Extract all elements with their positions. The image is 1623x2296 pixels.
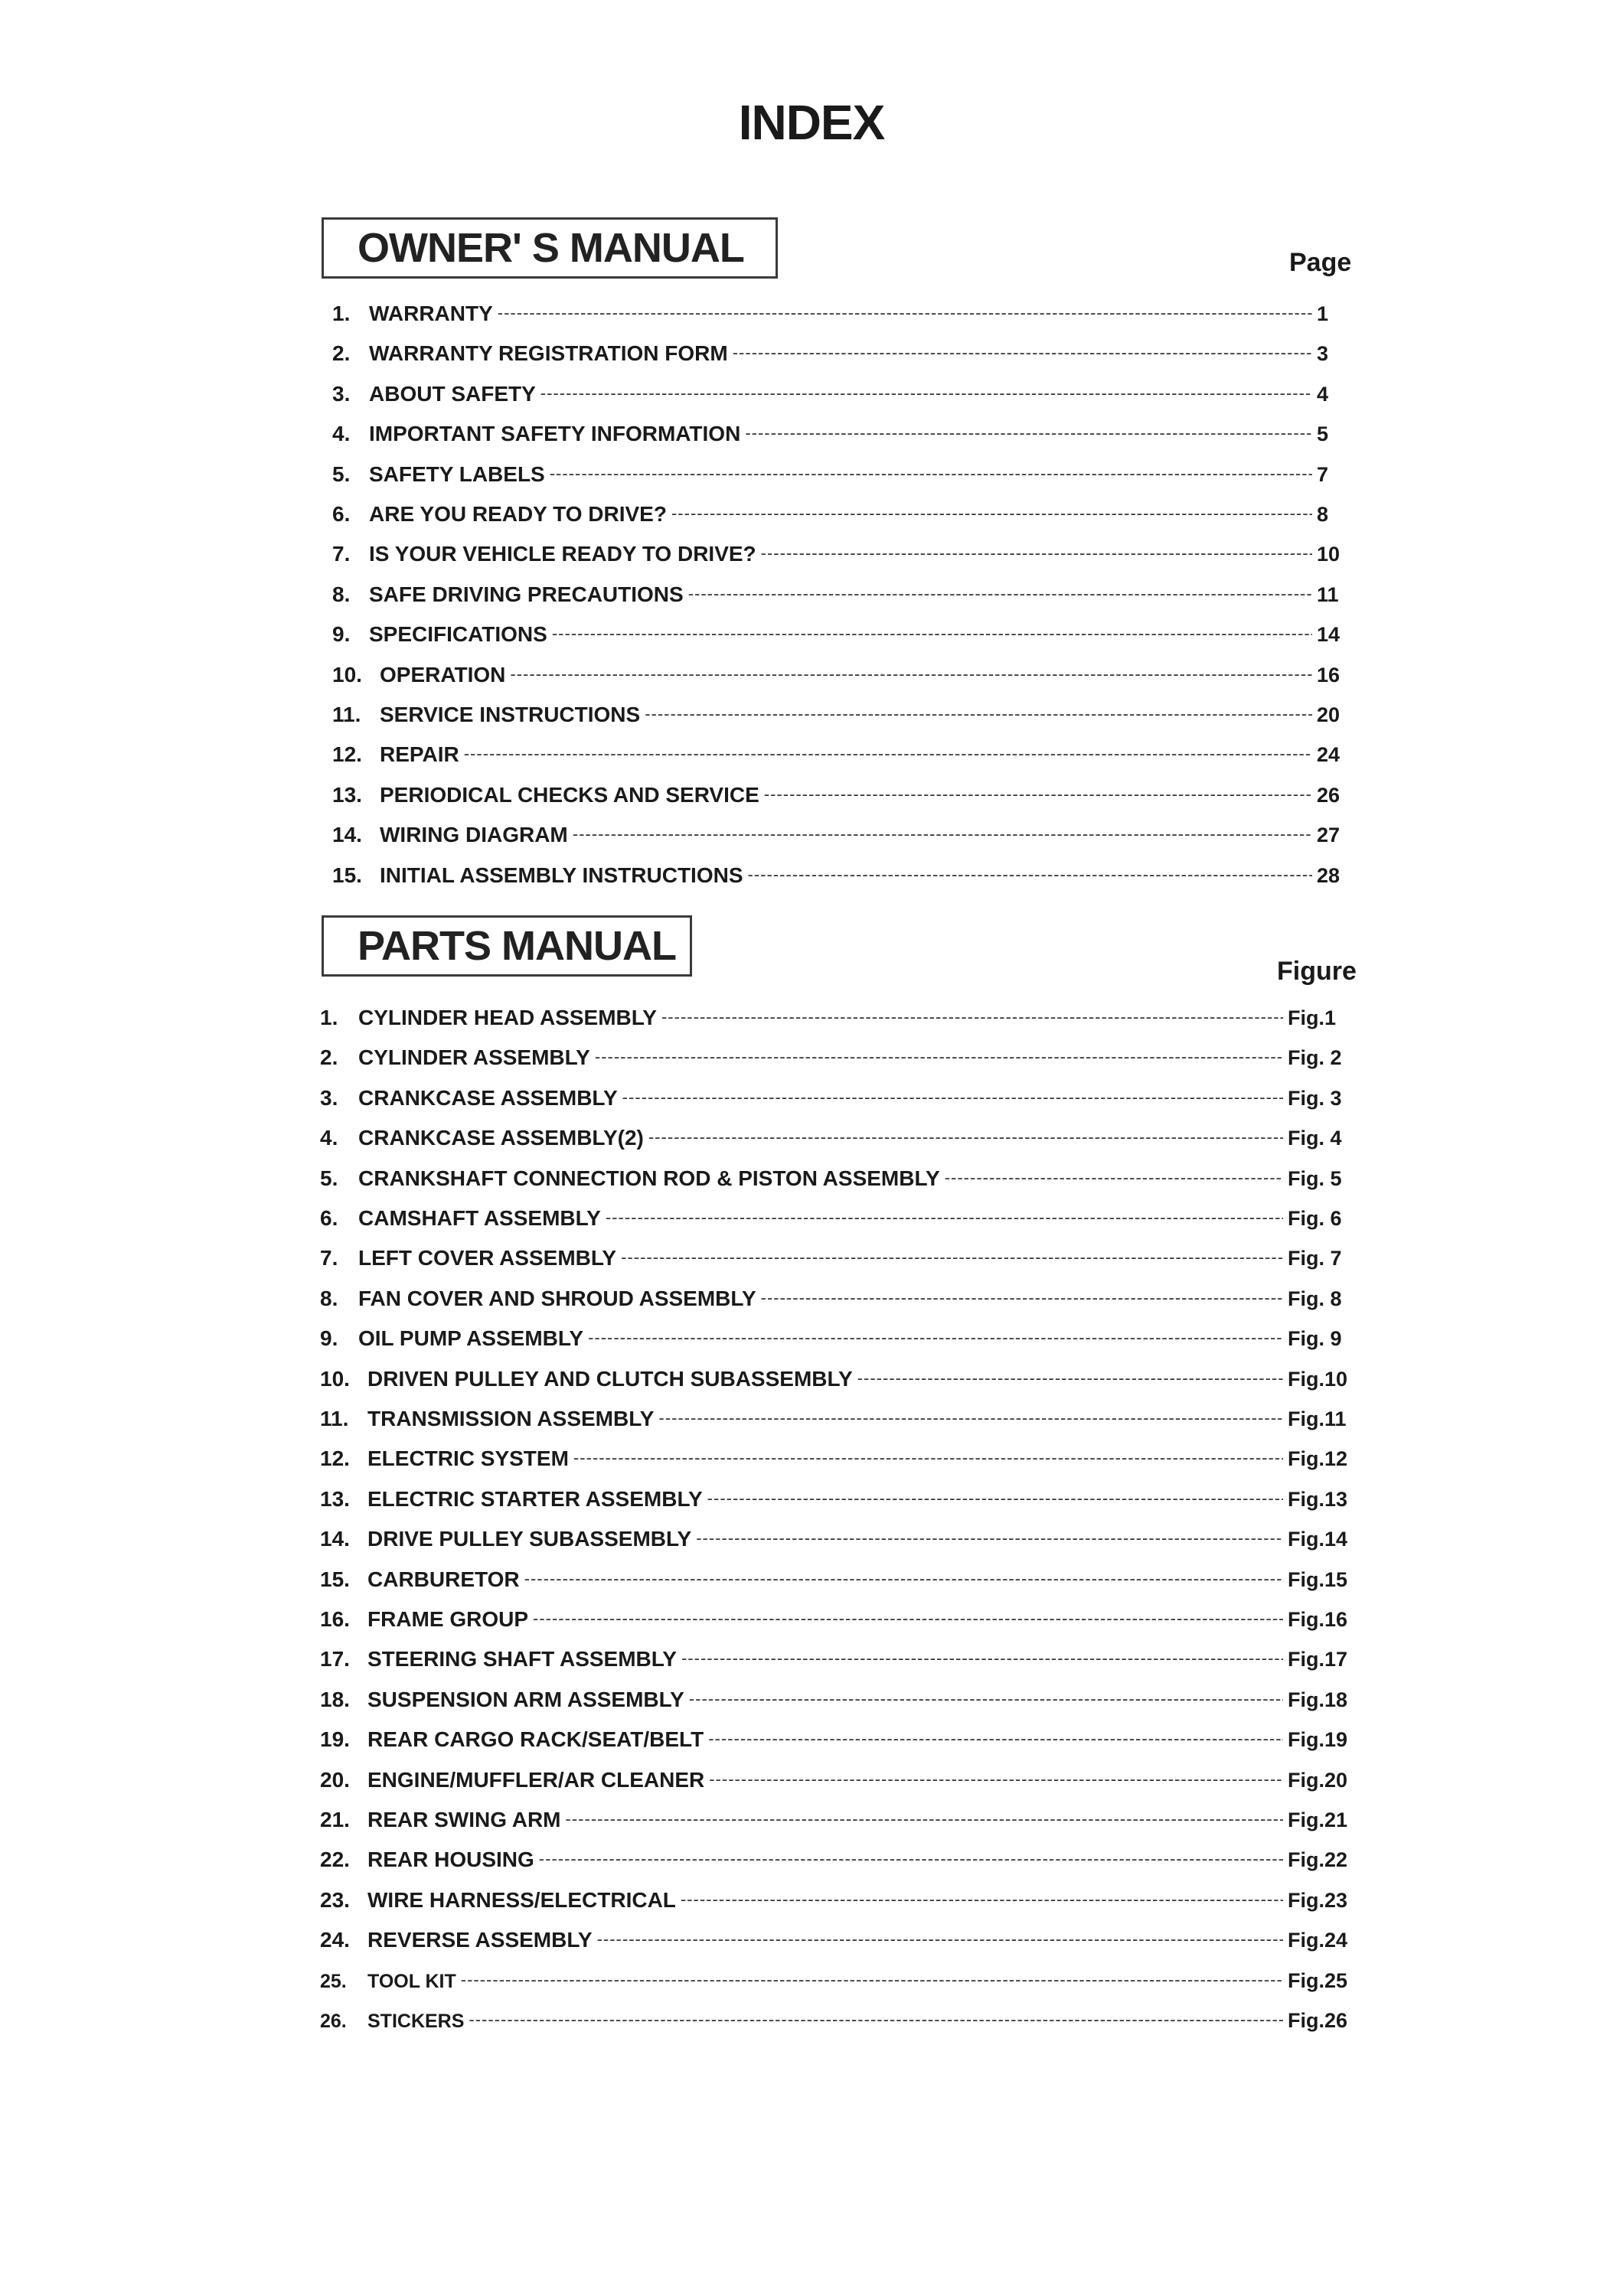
dot-leader: [707, 1490, 1283, 1510]
toc-entry-number: 20.: [320, 1767, 350, 1792]
toc-entry-label: ELECTRIC SYSTEM: [367, 1446, 569, 1471]
toc-entry-label: CYLINDER ASSEMBLY: [358, 1045, 590, 1070]
dot-leader: [681, 1650, 1283, 1670]
toc-entry-reference: Fig.22: [1288, 1848, 1348, 1872]
dot-leader: [539, 1851, 1283, 1870]
figure-column-label: Figure: [1277, 957, 1357, 986]
toc-entry-reference: 5: [1317, 422, 1329, 446]
toc-entry[interactable]: [332, 575, 1343, 605]
toc-entry-number: 1.: [320, 1006, 338, 1029]
toc-entry[interactable]: [320, 1961, 1361, 1991]
toc-entry[interactable]: [320, 1399, 1361, 1430]
toc-entry-number: 13.: [332, 782, 362, 807]
toc-entry[interactable]: [320, 1800, 1361, 1831]
toc-entry-label: ABOUT SAFETY: [369, 381, 536, 406]
dot-leader: [748, 866, 1313, 886]
toc-entry-number: 15.: [320, 1567, 350, 1591]
toc-entry[interactable]: [320, 1680, 1361, 1711]
toc-entry-reference: 27: [1317, 823, 1341, 847]
toc-entry[interactable]: [332, 534, 1343, 565]
dot-leader: [689, 1691, 1283, 1711]
dot-leader: [622, 1089, 1283, 1109]
toc-entry-label: SAFE DRIVING PRECAUTIONS: [369, 582, 684, 606]
toc-entry-number: 5.: [320, 1166, 338, 1190]
toc-entry-reference: Fig.23: [1288, 1888, 1348, 1912]
dot-leader: [857, 1370, 1283, 1390]
toc-entry-reference: 14: [1317, 623, 1341, 647]
toc-entry-reference: Fig. 5: [1288, 1166, 1342, 1190]
toc-entry-number: 12.: [320, 1446, 350, 1471]
toc-entry-number: 21.: [320, 1808, 350, 1831]
dot-leader: [540, 385, 1312, 405]
toc-entry-number: 24.: [320, 1928, 350, 1952]
toc-entry[interactable]: [320, 1639, 1361, 1670]
toc-entry[interactable]: [320, 1920, 1361, 1951]
toc-entry-label: OPERATION: [380, 662, 506, 687]
toc-entry-label: REAR HOUSING: [367, 1848, 534, 1872]
toc-entry-number: 23.: [320, 1887, 350, 1912]
toc-entry[interactable]: [332, 655, 1343, 686]
toc-entry[interactable]: [320, 1118, 1361, 1149]
toc-entry-label: INITIAL ASSEMBLY INSTRUCTIONS: [380, 863, 743, 887]
toc-entry-reference: Fig.24: [1288, 1929, 1348, 1952]
toc-entry-number: 22.: [320, 1848, 350, 1872]
toc-entry[interactable]: [332, 815, 1343, 846]
dot-leader: [533, 1610, 1283, 1630]
toc-entry[interactable]: [320, 1600, 1361, 1630]
dot-leader: [648, 1129, 1283, 1149]
toc-entry-label: ELECTRIC STARTER ASSEMBLY: [367, 1486, 703, 1511]
toc-entry-number: 3.: [332, 381, 351, 406]
toc-entry-label: SAFETY LABELS: [369, 461, 545, 486]
toc-entry-number: 16.: [320, 1607, 350, 1631]
toc-entry-reference: 16: [1317, 663, 1341, 687]
toc-entry-reference: 8: [1317, 503, 1329, 526]
dot-leader: [469, 2011, 1283, 2031]
toc-entry-label: WIRING DIAGRAM: [380, 823, 568, 847]
toc-entry-reference: Fig. 3: [1288, 1086, 1342, 1110]
toc-entry-label: DRIVE PULLEY SUBASSEMBLY: [367, 1527, 692, 1551]
toc-entry[interactable]: [320, 1720, 1361, 1750]
toc-entry[interactable]: [332, 695, 1343, 726]
toc-entry-number: 7.: [320, 1246, 338, 1270]
toc-entry-number: 6.: [320, 1206, 338, 1230]
toc-entry-reference: Fig.10: [1288, 1367, 1348, 1391]
toc-entry-reference: Fig.1: [1288, 1006, 1337, 1029]
toc-entry[interactable]: [320, 1078, 1361, 1109]
dot-leader: [566, 1811, 1283, 1831]
toc-entry[interactable]: [320, 1880, 1361, 1911]
toc-entry-reference: Fig.12: [1288, 1447, 1348, 1471]
toc-entry[interactable]: [332, 856, 1343, 886]
toc-entry-label: REAR CARGO RACK/SEAT/BELT: [367, 1727, 704, 1752]
toc-entry-reference: Fig.20: [1288, 1768, 1348, 1792]
page-column-label: Page: [1289, 248, 1352, 277]
dot-leader: [588, 1329, 1283, 1349]
toc-entry-reference: Fig. 6: [1288, 1207, 1342, 1230]
toc-entry[interactable]: [320, 1439, 1361, 1469]
toc-entry-number: 5.: [332, 461, 351, 486]
toc-entry-number: 11.: [320, 1407, 349, 1430]
toc-entry-number: 14.: [332, 823, 362, 847]
toc-entry[interactable]: [320, 1359, 1361, 1390]
toc-entry-number: 9.: [320, 1326, 338, 1351]
toc-entry-number: 12.: [332, 742, 362, 767]
toc-entry-reference: Fig. 8: [1288, 1287, 1342, 1310]
toc-entry-reference: 28: [1317, 863, 1341, 887]
dot-leader: [606, 1209, 1283, 1229]
toc-entry-label: SPECIFICATIONS: [369, 622, 547, 647]
toc-entry-label: CRANKCASE ASSEMBLY(2): [358, 1126, 644, 1150]
toc-entry-reference: 7: [1317, 462, 1329, 486]
toc-entry[interactable]: [320, 998, 1361, 1029]
toc-entry-reference: Fig. 2: [1288, 1046, 1342, 1070]
toc-entry-number: 13.: [320, 1486, 350, 1511]
toc-entry[interactable]: [320, 1479, 1361, 1510]
toc-entry-label: WIRE HARNESS/ELECTRICAL: [367, 1887, 676, 1912]
toc-entry-reference: 10: [1317, 543, 1341, 566]
dot-leader: [681, 1891, 1283, 1911]
toc-entry[interactable]: [320, 1199, 1361, 1229]
toc-entry[interactable]: [320, 1038, 1361, 1068]
toc-entry[interactable]: [332, 494, 1343, 525]
toc-entry-reference: 24: [1317, 743, 1341, 767]
toc-entry-number: 14.: [320, 1527, 350, 1551]
toc-entry-label: REAR SWING ARM: [367, 1808, 561, 1831]
toc-entry-label: IS YOUR VEHICLE READY TO DRIVE?: [369, 542, 756, 566]
toc-entry-number: 4.: [332, 422, 351, 446]
toc-entry[interactable]: [332, 735, 1343, 765]
dot-leader: [464, 745, 1312, 765]
toc-entry-number: 11.: [332, 703, 361, 726]
toc-entry-reference: Fig.14: [1288, 1528, 1348, 1551]
toc-entry-number: 6.: [332, 502, 351, 526]
parts-manual-heading: PARTS MANUAL: [322, 915, 692, 977]
toc-entry[interactable]: [332, 775, 1343, 806]
toc-entry-number: 10.: [332, 662, 362, 687]
toc-entry-reference: Fig. 4: [1288, 1127, 1342, 1150]
dot-leader: [573, 1450, 1283, 1469]
dot-leader: [671, 505, 1312, 525]
toc-entry-label: OIL PUMP ASSEMBLY: [358, 1326, 584, 1351]
toc-entry-number: 9.: [332, 622, 351, 647]
toc-entry-label: FRAME GROUP: [367, 1607, 528, 1631]
toc-entry[interactable]: [320, 1319, 1361, 1349]
toc-entry-label: STEERING SHAFT ASSEMBLY: [367, 1647, 677, 1671]
toc-entry-number: 15.: [332, 863, 362, 887]
toc-entry-reference: Fig.21: [1288, 1808, 1348, 1831]
toc-entry-reference: Fig.19: [1288, 1728, 1348, 1752]
toc-entry-label: DRIVEN PULLEY AND CLUTCH SUBASSEMBLY: [367, 1366, 853, 1391]
toc-entry[interactable]: [320, 1279, 1361, 1309]
toc-entry-reference: 11: [1317, 582, 1339, 606]
toc-entry-number: 10.: [320, 1366, 350, 1391]
toc-entry[interactable]: [320, 2001, 1361, 2031]
toc-entry-number: 7.: [332, 542, 351, 566]
toc-entry-reference: Fig.26: [1288, 2009, 1348, 2032]
toc-entry-label: LEFT COVER ASSEMBLY: [358, 1246, 617, 1270]
dot-leader: [597, 1931, 1283, 1951]
dot-leader: [945, 1169, 1283, 1189]
dot-leader: [696, 1530, 1283, 1550]
toc-entry-label: FAN COVER AND SHROUD ASSEMBLY: [358, 1286, 756, 1310]
toc-entry-reference: Fig.16: [1288, 1608, 1348, 1631]
toc-entry-number: 8.: [320, 1286, 338, 1310]
toc-entry-label: CARBURETOR: [367, 1567, 520, 1591]
toc-entry-label: TRANSMISSION ASSEMBLY: [367, 1407, 655, 1430]
owners-manual-heading: OWNER' S MANUAL: [322, 217, 778, 279]
toc-entry-number: 3.: [320, 1085, 338, 1110]
toc-entry-label: PERIODICAL CHECKS AND SERVICE: [380, 782, 759, 807]
toc-entry-reference: Fig.17: [1288, 1648, 1348, 1671]
dot-leader: [498, 305, 1312, 325]
toc-entry-label: CRANKCASE ASSEMBLY: [358, 1085, 618, 1110]
toc-entry-number: 17.: [320, 1647, 350, 1671]
dot-leader: [461, 1971, 1283, 1991]
toc-entry-reference: Fig.15: [1288, 1567, 1348, 1591]
toc-entry-reference: 3: [1317, 342, 1329, 366]
toc-entry-label: CRANKSHAFT CONNECTION ROD & PISTON ASSEMBLY: [358, 1166, 940, 1190]
toc-entry-reference: 4: [1317, 382, 1329, 406]
toc-entry-number: 4.: [320, 1126, 338, 1150]
toc-entry-label: ENGINE/MUFFLER/AR CLEANER: [367, 1767, 705, 1792]
toc-entry[interactable]: [332, 455, 1343, 485]
dot-leader: [573, 826, 1312, 846]
dot-leader: [733, 344, 1312, 364]
toc-entry[interactable]: [320, 1560, 1361, 1590]
toc-entry[interactable]: [332, 294, 1343, 325]
toc-entry-reference: Fig.13: [1288, 1487, 1348, 1511]
toc-entry-reference: 1: [1317, 302, 1329, 325]
dot-leader: [552, 625, 1312, 645]
toc-entry-reference: Fig.18: [1288, 1688, 1348, 1711]
toc-entry-reference: 20: [1317, 703, 1341, 726]
toc-entry-label: ARE YOU READY TO DRIVE?: [369, 502, 667, 526]
dot-leader: [661, 1009, 1283, 1029]
toc-entry-number: 2.: [332, 341, 351, 366]
toc-entry-label: IMPORTANT SAFETY INFORMATION: [369, 422, 741, 446]
toc-entry-reference: Fig.25: [1288, 1968, 1348, 1992]
toc-entry-label: CAMSHAFT ASSEMBLY: [358, 1206, 601, 1230]
dot-leader: [709, 1771, 1283, 1791]
toc-entry-label: WARRANTY: [369, 302, 493, 325]
toc-entry-number: 2.: [320, 1045, 338, 1070]
dot-leader: [658, 1410, 1283, 1430]
toc-entry-label: WARRANTY REGISTRATION FORM: [369, 341, 728, 366]
toc-entry-label: REPAIR: [380, 742, 459, 767]
dot-leader: [621, 1249, 1283, 1269]
dot-leader: [645, 706, 1312, 726]
toc-entry-reference: Fig.11: [1288, 1407, 1347, 1430]
toc-entry-reference: Fig. 9: [1288, 1327, 1342, 1351]
toc-entry[interactable]: [332, 414, 1343, 445]
toc-entry[interactable]: [320, 1760, 1361, 1791]
dot-leader: [688, 585, 1312, 605]
dot-leader: [595, 1049, 1283, 1068]
toc-entry[interactable]: [320, 1840, 1361, 1870]
toc-entry-number: 8.: [332, 582, 351, 606]
toc-entry[interactable]: [320, 1238, 1361, 1269]
toc-entry-reference: Fig. 7: [1288, 1247, 1342, 1270]
dot-leader: [761, 545, 1312, 565]
dot-leader: [510, 666, 1312, 686]
dot-leader: [550, 465, 1312, 485]
toc-entry-label: SERVICE INSTRUCTIONS: [380, 703, 641, 726]
toc-entry-number: 25.: [320, 1970, 347, 1992]
dot-leader: [764, 786, 1312, 806]
page-title: INDEX: [738, 95, 885, 150]
toc-entry-label: TOOL KIT: [367, 1970, 456, 1992]
toc-entry[interactable]: [332, 615, 1343, 645]
toc-entry-number: 26.: [320, 2011, 347, 2032]
toc-entry[interactable]: [320, 1519, 1361, 1550]
toc-entry-number: 1.: [332, 302, 351, 325]
toc-entry-label: SUSPENSION ARM ASSEMBLY: [367, 1687, 684, 1711]
toc-entry-label: CYLINDER HEAD ASSEMBLY: [358, 1006, 657, 1029]
toc-entry-label: STICKERS: [367, 2011, 465, 2032]
toc-entry[interactable]: [320, 1159, 1361, 1189]
toc-entry-number: 18.: [320, 1687, 350, 1711]
toc-entry-number: 19.: [320, 1727, 350, 1752]
toc-entry[interactable]: [332, 334, 1343, 364]
dot-leader: [761, 1290, 1283, 1309]
toc-entry-reference: 26: [1317, 783, 1341, 807]
dot-leader: [745, 425, 1312, 445]
dot-leader: [524, 1570, 1283, 1590]
dot-leader: [708, 1730, 1283, 1750]
toc-entry[interactable]: [332, 374, 1343, 405]
toc-entry-label: REVERSE ASSEMBLY: [367, 1928, 593, 1952]
